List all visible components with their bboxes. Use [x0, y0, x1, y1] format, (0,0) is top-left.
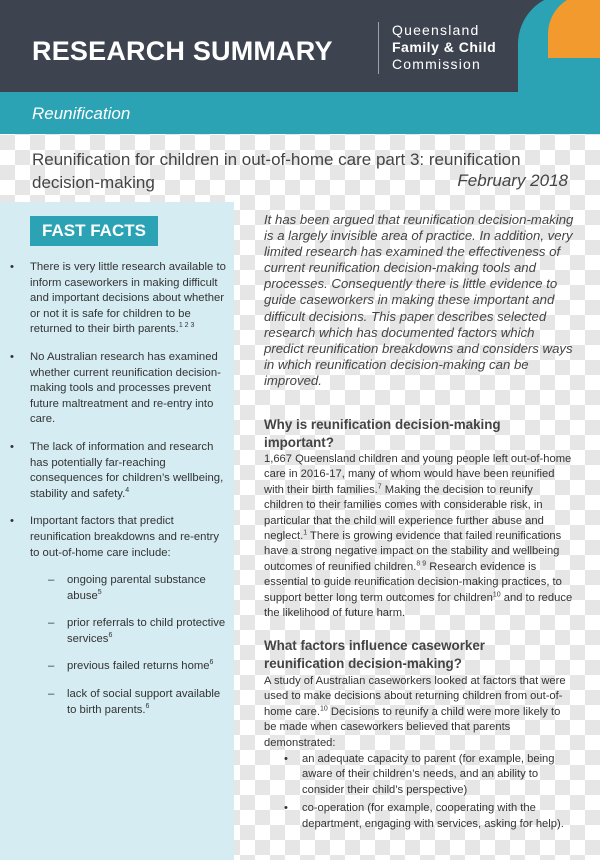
- bullet-icon: •: [10, 515, 14, 528]
- fact-refs: 4: [125, 486, 130, 494]
- para-ref: 1: [303, 529, 308, 537]
- para-text: Making the decision to reunify children to their families comes with considerable risk, in particular that the child will experience further abuse and neglect.: [264, 483, 544, 543]
- para-text: A study of Australian caseworkers looked at factors that were used to make decisions about returning children from out-of-home care.: [264, 675, 566, 718]
- bullet-icon: •: [10, 350, 14, 363]
- subitem-refs: 6: [145, 702, 150, 710]
- org-line-1: Queensland: [392, 22, 480, 38]
- list-item-text: co-operation (for example, cooperating with the department, engaging with services, asking for help).: [302, 802, 564, 830]
- list-item: [264, 801, 574, 832]
- subitem-text: previous failed returns home: [67, 660, 210, 673]
- section-paragraph-factors: [264, 674, 574, 751]
- factors-bullet-list: [264, 752, 574, 835]
- bullet-icon: •: [10, 440, 14, 453]
- fact-subitem: [8, 573, 226, 604]
- document-title: Reunification for children in out-of-home care part 3: reunification decision-making: [32, 150, 521, 192]
- fact-subitem: [8, 687, 226, 718]
- fact-item: [8, 350, 226, 428]
- para-ref: 8 9: [416, 560, 427, 568]
- organisation-name: [392, 22, 496, 73]
- para-ref: 10: [492, 590, 501, 598]
- para-text: 1,667 Queensland children and young people left out-of-home care in 2016-17, many of whom would have been reunified with their birth families.: [264, 453, 572, 496]
- org-line-3: Commission: [392, 56, 482, 72]
- bullet-icon: •: [284, 802, 288, 815]
- fact-text: There is very little research available to inform caseworkers in making difficult and important decisions about whether or not it is safe for children to be returned to their birth parents.: [30, 261, 226, 336]
- topic-bar: [0, 92, 600, 134]
- dash-icon: –: [48, 660, 55, 673]
- section-heading-factors: What factors influence caseworker reunification decision-making?: [264, 638, 486, 671]
- fact-subitem: [8, 659, 226, 675]
- fast-facts-list: [8, 260, 226, 730]
- subitem-text: ongoing parental substance abuse: [67, 574, 206, 602]
- para-text: Decisions to reunify a child were more likely to be made when caseworkers believed that parents demonstrated:: [264, 705, 561, 749]
- fact-text: No Australian research has examined whether current reunification decision-making tools and processes prevent future maltreatment and re-entry into care.: [30, 350, 221, 426]
- bullet-icon: •: [10, 261, 14, 273]
- fact-item: [8, 440, 226, 502]
- decorative-orange-shape: [548, 0, 600, 58]
- bullet-icon: •: [284, 753, 288, 765]
- para-text: and to reduce the likelihood of future harm.: [264, 591, 573, 620]
- header-title: RESEARCH SUMMARY: [32, 36, 333, 66]
- para-text: There is growing evidence that failed reunifications have a strong negative impact on the stability and wellbeing outcomes of reunified children.: [264, 530, 562, 573]
- subitem-text: lack of social support available to birth parents.: [67, 688, 221, 716]
- subitem-refs: 6: [209, 659, 214, 667]
- fact-refs: 1 2 3: [178, 322, 195, 330]
- document-date: February 2018: [457, 171, 568, 190]
- list-item: [264, 752, 574, 798]
- header-divider: [378, 22, 379, 74]
- fact-item: [8, 514, 226, 718]
- fast-facts-title: FAST FACTS: [30, 216, 158, 246]
- dash-icon: –: [48, 688, 55, 701]
- subitem-refs: 6: [108, 632, 113, 640]
- para-ref: 7: [377, 483, 382, 491]
- subitem-text: prior referrals to child protective services: [67, 617, 226, 645]
- dash-icon: –: [48, 617, 55, 630]
- intro-paragraph: It has been argued that reunification decision-making is a largely invisible area of practice. In addition, very limited research has examined the effectiveness of current reunification decision-making tools and processes. Consequently there is little evidence to guide caseworkers in making these important and difficult decisions. This paper describes selected research which has documented factors which predict reunification breakdowns and considers ways in which reunification decision-making can be improved.: [264, 212, 574, 388]
- list-item-text: an adequate capacity to parent (for example, being aware of their children’s needs, and an ability to consider their child’s perspective): [302, 753, 555, 796]
- subitem-refs: 5: [97, 588, 102, 596]
- org-line-2: Family & Child: [392, 39, 497, 55]
- fact-text: Important factors that predict reunification breakdowns and re-entry to out-of-home care include:: [30, 515, 220, 559]
- para-text: Research evidence is essential to guide reunification decision-making practices, to support better long term outcomes for children: [264, 560, 562, 604]
- fact-text: The lack of information and research has potentially far-reaching consequences for children’s wellbeing, stability and safety.: [30, 440, 224, 500]
- dash-icon: –: [48, 574, 55, 587]
- section-heading-why: Why is reunification decision-making important?: [264, 417, 501, 450]
- header-banner: [0, 0, 600, 92]
- topic-label: Reunification: [32, 104, 131, 123]
- fact-item: [8, 260, 226, 338]
- section-paragraph-why: [264, 452, 574, 621]
- para-ref: 10: [319, 705, 328, 713]
- fact-subitem: [8, 616, 226, 647]
